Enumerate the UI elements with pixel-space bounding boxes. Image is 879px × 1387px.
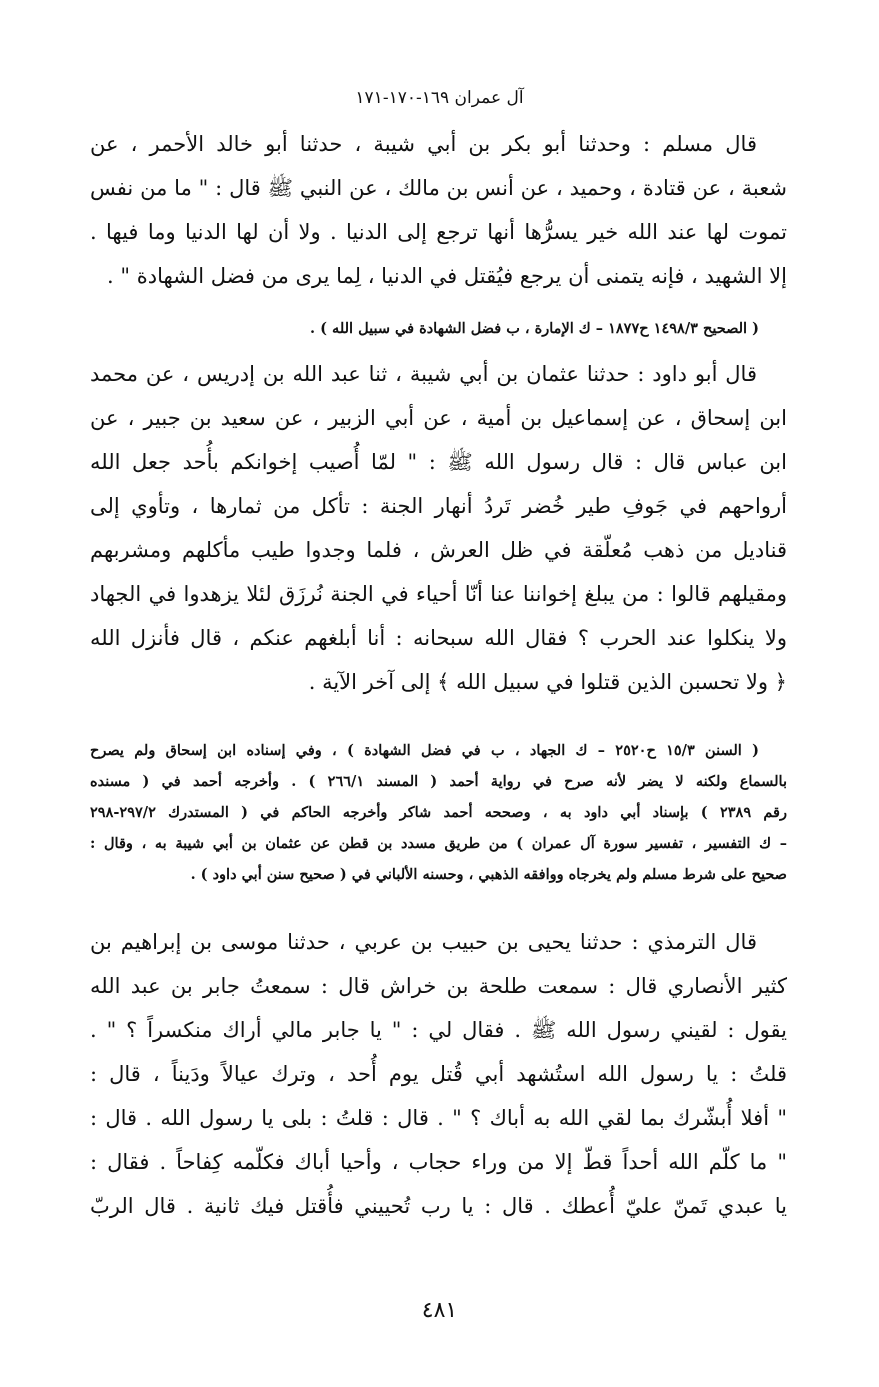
running-header: آل عمران ١٦٩-١٧٠-١٧١ — [355, 88, 524, 108]
text-line: قناديل من ذهب مُعلّقة في ظل العرش ، فلما وجدوا طيب مأكلهم ومشربهم — [90, 538, 787, 562]
text-line: شعبة ، عن قتادة ، وحميد ، عن أنس بن مالك ، عن النبي ﷺ قال : " ما من نفس — [90, 176, 787, 200]
text-line: أرواحهم في جَوفِ طير خُضر تَردُ أنهار الجنة : تأكل من ثمارها ، وتأوي إلى — [90, 494, 787, 518]
text-line: ابن إسحاق ، عن إسماعيل بن أمية ، عن أبي الزبير ، عن سعيد بن جبير ، عن — [90, 406, 787, 430]
text-line: قال الترمذي : حدثنا يحيى بن حبيب بن عربي ، حدثنا موسى بن إبراهيم بن — [90, 930, 757, 954]
note-line: – ك التفسير ، تفسير سورة آل عمران ) من طريق مسدد بن قطن عن عثمان بن أبي شيبة به ، وقال : — [90, 835, 787, 852]
text-line: " أفلا أُبشّرك بما لقي الله به أباك ؟ " . قال : قلتُ : بلى يا رسول الله . قال : — [90, 1106, 787, 1130]
note-line: ( السنن ١٥/٣ ح٢٥٢٠ – ك الجهاد ، ب في فضل الشهادة ) ، وفي إسناده ابن إسحاق ولم يصرح — [90, 742, 759, 759]
hadith-tirmidhi-paragraph — [90, 920, 787, 1228]
text-line: ومقيلهم قالوا : من يبلغ إخواننا عنا أنّا أحياء في الجنة نُرزَق لئلا يزهدوا في الجهاد — [90, 582, 787, 606]
hadith-muslim-paragraph — [90, 122, 787, 298]
hadith-abu-dawud-paragraph — [90, 352, 787, 704]
text-line: ابن عباس قال : قال رسول الله ﷺ : " لمّا أُصيب إخوانكم بأُحد جعل الله — [90, 450, 787, 474]
note-line: صحيح على شرط مسلم ولم يخرجاه ووافقه الذهبي ، وحسنه الألباني في ( صحيح سنن أبي داود ) . — [190, 866, 787, 883]
reference-note-sahih — [90, 313, 787, 344]
text-line: قال مسلم : وحدثنا أبو بكر بن أبي شيبة ، حدثنا أبو خالد الأحمر ، عن — [90, 132, 757, 156]
text-line: ﴿ ولا تحسبن الذين قتلوا في سبيل الله ﴾ إلى آخر الآية . — [308, 670, 787, 694]
text-line: تموت لها عند الله خير يسرُّها أنها ترجع إلى الدنيا . ولا أن لها الدنيا وما فيها . — [90, 220, 787, 244]
note-line: رقم ٢٣٨٩ ) بإسناد أبي داود به ، وصححه أحمد شاكر وأخرجه الحاكم في ( المستدرك ٢٩٧/٢-٢٩٨ — [90, 804, 787, 821]
text-line: قلتُ : يا رسول الله استُشهد أبي قُتل يوم أُحد ، وترك عيالاً ودَيناً ، قال : — [90, 1062, 787, 1086]
reference-note-sunan — [90, 735, 787, 890]
text-line: قال أبو داود : حدثنا عثمان بن أبي شيبة ، ثنا عبد الله بن إدريس ، عن محمد — [90, 362, 757, 386]
text-line: إلا الشهيد ، فإنه يتمنى أن يرجع فيُقتل في الدنيا ، لِما يرى من فضل الشهادة " . — [107, 264, 787, 288]
text-line: يا عبدي تَمنّ عليّ أُعطك . قال : يا رب تُحييني فأُقتل فيك ثانية . قال الربّ — [90, 1194, 787, 1218]
page-number: ٤٨١ — [421, 1298, 458, 1323]
note-line: ( الصحيح ١٤٩٨/٣ ح١٨٧٧ – ك الإمارة ، ب فضل الشهادة في سبيل الله ) . — [310, 320, 759, 337]
text-line: يقول : لقيني رسول الله ﷺ . فقال لي : " يا جابر مالي أراك منكسراً ؟ " . — [90, 1018, 787, 1042]
text-line: " ما كلّم الله أحداً قطّ إلا من وراء حجاب ، وأحيا أباك فكلّمه كِفاحاً . فقال : — [90, 1150, 787, 1174]
note-line: بالسماع ولكنه لا يضر لأنه صرح في رواية أحمد ( المسند ٢٦٦/١ ) . وأخرجه أحمد في ( مسنده — [90, 773, 787, 790]
text-line: ولا ينكلوا عند الحرب ؟ فقال الله سبحانه : أنا أبلغهم عنكم ، قال فأنزل الله — [90, 626, 787, 650]
text-line: كثير الأنصاري قال : سمعت طلحة بن خراش قال : سمعتُ جابر بن عبد الله — [90, 974, 787, 998]
